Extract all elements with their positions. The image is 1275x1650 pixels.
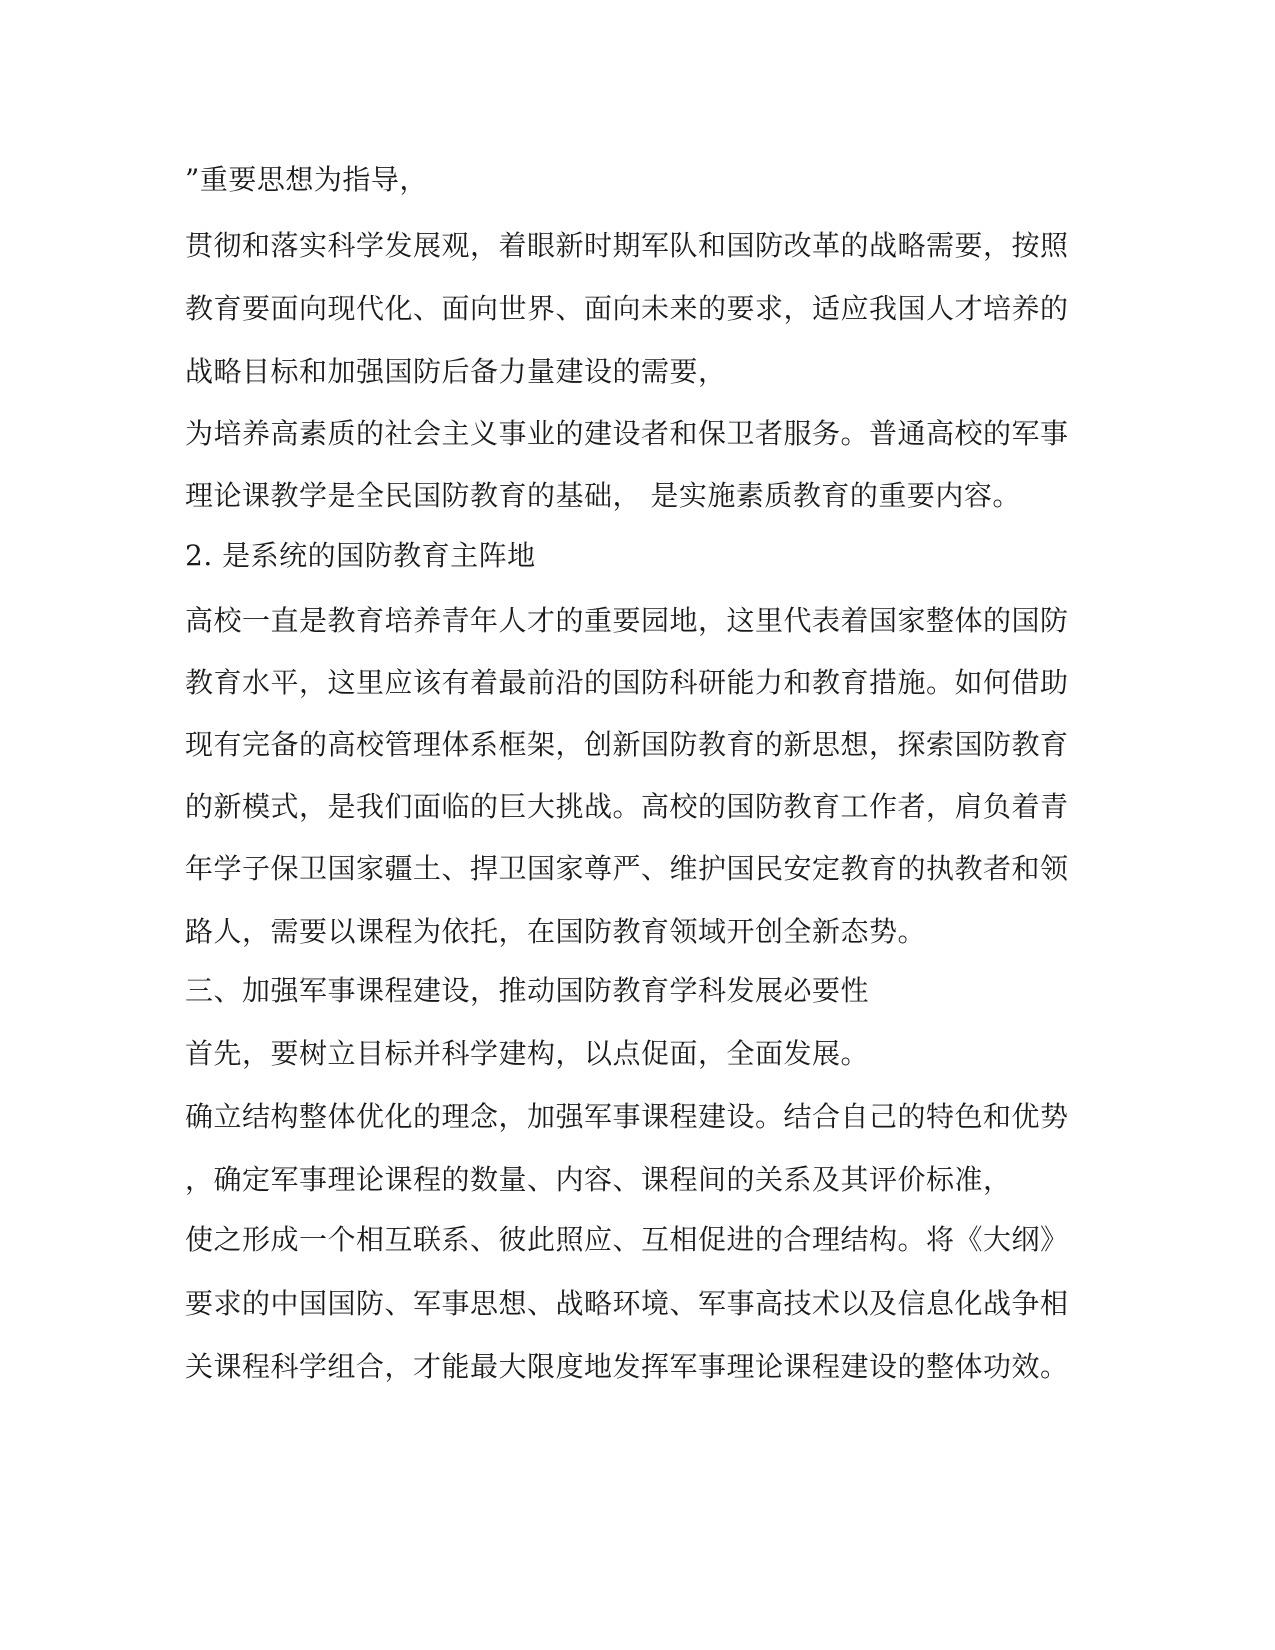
text-line: ”重要思想为指导， bbox=[185, 163, 428, 196]
section-heading: 2. 是系统的国防教育主阵地 bbox=[185, 539, 536, 572]
text-line: ，确定军事理论课程的数量、内容、课程间的关系及其评价标准， bbox=[185, 1163, 1012, 1196]
text-line: 关课程科学组合，才能最大限度地发挥军事理论课程建设的整体功效。 bbox=[185, 1350, 1069, 1383]
text-line: 要求的中国国防、军事思想、战略环境、军事高技术以及信息化战争相 bbox=[185, 1287, 1069, 1320]
text-line: 战略目标和加强国防后备力量建设的需要， bbox=[185, 355, 727, 388]
text-line: 教育水平，这里应该有着最前沿的国防科研能力和教育措施。如何借助 bbox=[185, 666, 1069, 699]
text-line: 理论课教学是全民国防教育的基础， 是实施素质教育的重要内容。 bbox=[185, 479, 1021, 512]
section-heading: 三、加强军事课程建设，推动国防教育学科发展必要性 bbox=[185, 974, 870, 1007]
text-line: 现有完备的高校管理体系框架，创新国防教育的新思想，探索国防教育 bbox=[185, 728, 1069, 761]
text-line: 使之形成一个相互联系、彼此照应、互相促进的合理结构。将《大纲》 bbox=[185, 1223, 1069, 1256]
text-line: 高校一直是教育培养青年人才的重要园地，这里代表着国家整体的国防 bbox=[185, 604, 1069, 637]
text-line: 教育要面向现代化、面向世界、面向未来的要求，适应我国人才培养的 bbox=[185, 292, 1069, 325]
text-line: 确立结构整体优化的理念，加强军事课程建设。结合自己的特色和优势 bbox=[185, 1100, 1069, 1133]
text-line: 首先，要树立目标并科学建构，以点促面，全面发展。 bbox=[185, 1037, 870, 1070]
text-line: 贯彻和落实科学发展观，着眼新时期军队和国防改革的战略需要，按照 bbox=[185, 229, 1069, 262]
text-line: 为培养高素质的社会主义事业的建设者和保卫者服务。普通高校的军事 bbox=[185, 417, 1069, 450]
text-line: 的新模式，是我们面临的巨大挑战。高校的国防教育工作者，肩负着青 bbox=[185, 790, 1069, 823]
text-line: 年学子保卫国家疆土、捍卫国家尊严、维护国民安定教育的执教者和领 bbox=[185, 852, 1069, 885]
text-line: 路人，需要以课程为依托，在国防教育领域开创全新态势。 bbox=[185, 915, 927, 948]
